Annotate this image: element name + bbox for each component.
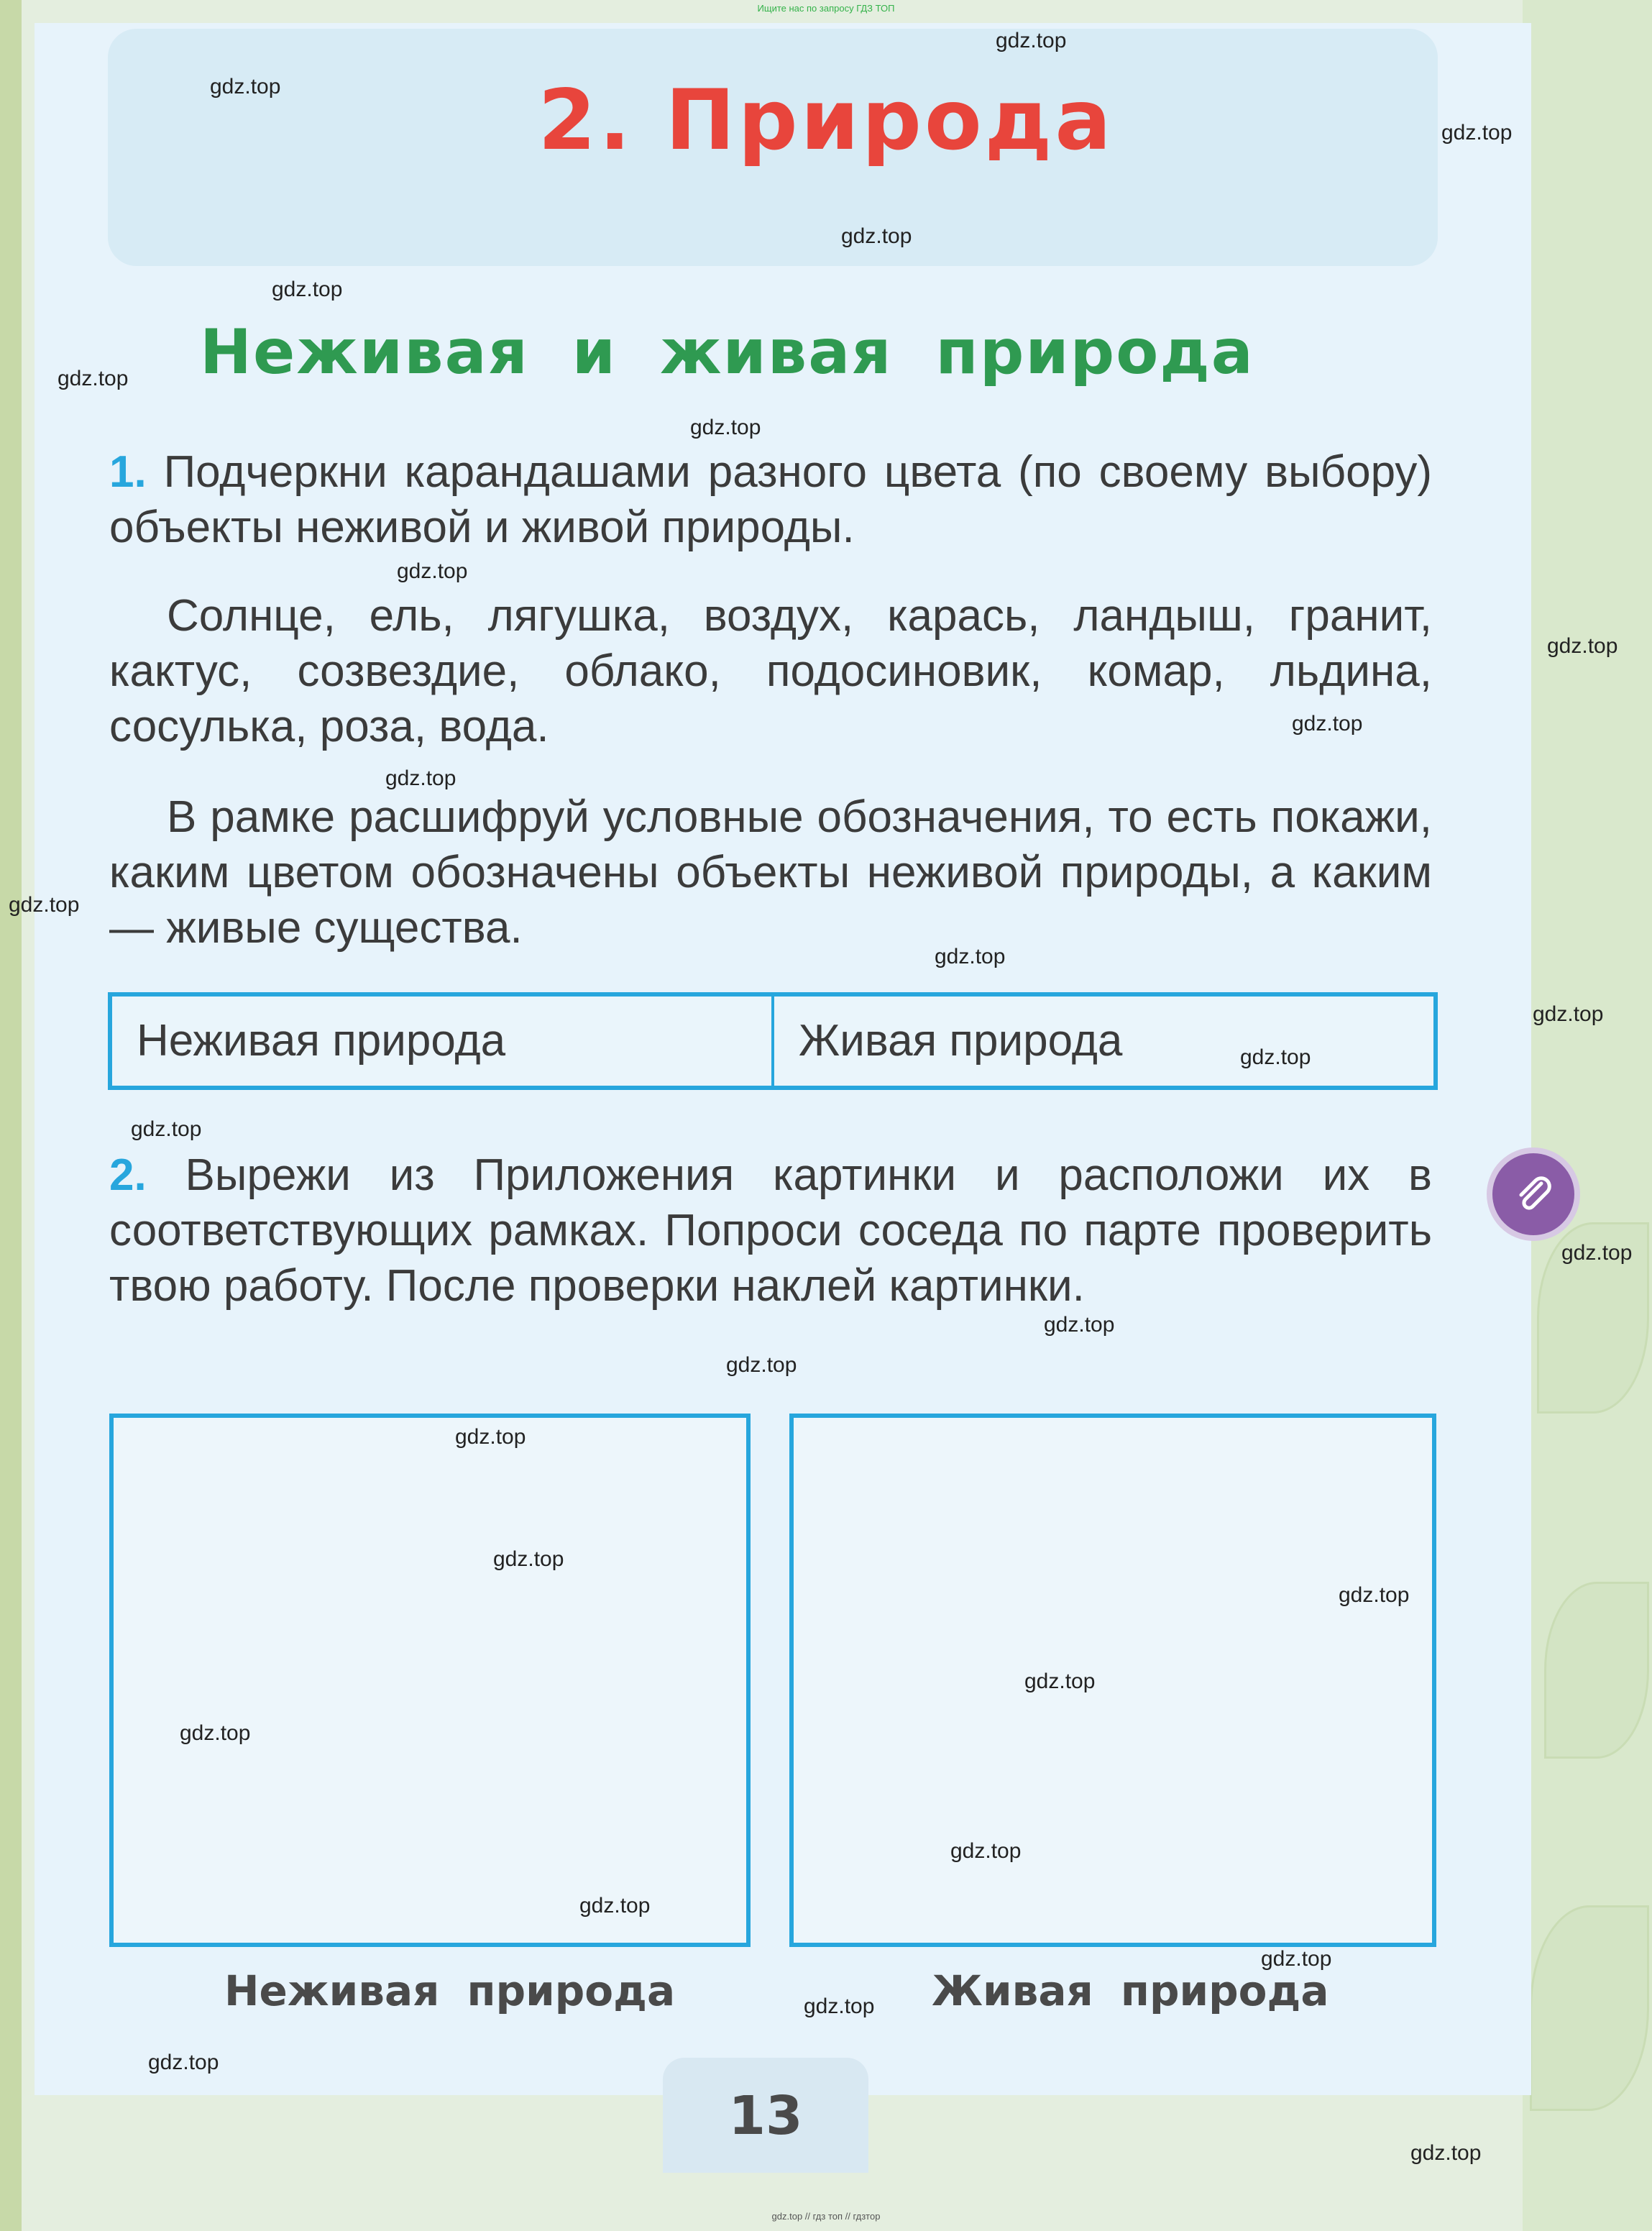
task1-legend-instruction: В рамке расшифруй условные обозначения, то есть покажи, каким цветом обозначены объекты неживой природы, а каким — живые существа. (109, 792, 1432, 953)
watermark: gdz.top (841, 224, 912, 248)
watermark: gdz.top (804, 1994, 875, 2018)
watermark: gdz.top (1024, 1669, 1096, 1693)
page-number: 13 (728, 2085, 803, 2147)
watermark: gdz.top (1547, 634, 1618, 658)
legend-nonliving[interactable]: Неживая природа (112, 997, 774, 1086)
watermark: gdz.top (131, 1117, 202, 1141)
watermark: gdz.top (9, 893, 80, 917)
watermark: gdz.top (1410, 2141, 1482, 2165)
living-frame[interactable] (789, 1414, 1436, 1947)
section-title: Неживая и живая природа (200, 316, 1254, 388)
living-frame-label: Живая природа (932, 1966, 1329, 2015)
task1-word-list: Солнце, ель, лягушка, воздух, карась, ландыш, гранит, кактус, созвездие, облако, подосиновик, комар, льдина, сосулька, роза, вода. (109, 591, 1432, 751)
paperclip-button[interactable] (1487, 1147, 1580, 1241)
task2-instruction: Вырежи из Приложения картинки и расположи их в соответствующих рамках. Попроси соседа по парте проверить твою работу. После проверки наклей картинки. (109, 1150, 1432, 1311)
watermark: gdz.top (272, 278, 343, 301)
task1-instruction: Подчеркни карандашами разного цвета (по своему выбору) объекты неживой и живой природы. (109, 447, 1432, 552)
task2-text (109, 1147, 1432, 1314)
right-decor-background (1523, 0, 1652, 2231)
watermark: gdz.top (935, 945, 1006, 968)
task2-number: 2. (109, 1150, 147, 1200)
watermark: gdz.top (180, 1721, 251, 1745)
watermark: gdz.top (58, 367, 129, 390)
watermark: gdz.top (1261, 1947, 1332, 1971)
watermark: gdz.top (148, 2051, 219, 2074)
watermark: gdz.top (455, 1425, 526, 1449)
watermark: gdz.top (493, 1547, 564, 1571)
nonliving-frame[interactable] (109, 1414, 751, 1947)
watermark: gdz.top (726, 1353, 797, 1377)
chapter-title: 2. Природа (538, 72, 1114, 169)
watermark: gdz.top (950, 1839, 1022, 1863)
header-note: Ищите нас по запросу ГДЗ ТОП (757, 3, 895, 14)
watermark: gdz.top (210, 75, 281, 99)
nonliving-frame-label: Неживая природа (224, 1966, 676, 2015)
watermark: gdz.top (1044, 1313, 1115, 1337)
left-decor-strip (0, 0, 22, 2231)
watermark: gdz.top (397, 559, 468, 583)
paperclip-icon (1513, 1173, 1556, 1217)
watermark: gdz.top (1292, 712, 1363, 736)
legend-table (108, 992, 1438, 1090)
task1-text (109, 444, 1432, 555)
footer-note: gdz.top // гдз топ // гдзтор (771, 2211, 881, 2222)
watermark: gdz.top (385, 766, 456, 790)
legend-living[interactable]: Живая природа (799, 1016, 1123, 1066)
watermark: gdz.top (579, 1894, 651, 1918)
watermark: gdz.top (1561, 1241, 1633, 1265)
watermark: gdz.top (1339, 1583, 1410, 1607)
task1-number: 1. (109, 447, 147, 497)
watermark: gdz.top (1441, 121, 1513, 145)
leaf-decor (1530, 1905, 1649, 2111)
watermark: gdz.top (996, 29, 1067, 52)
watermark: gdz.top (690, 416, 761, 439)
watermark: gdz.top (1533, 1002, 1604, 1026)
watermark: gdz.top (1240, 1045, 1311, 1069)
leaf-decor (1544, 1582, 1649, 1759)
